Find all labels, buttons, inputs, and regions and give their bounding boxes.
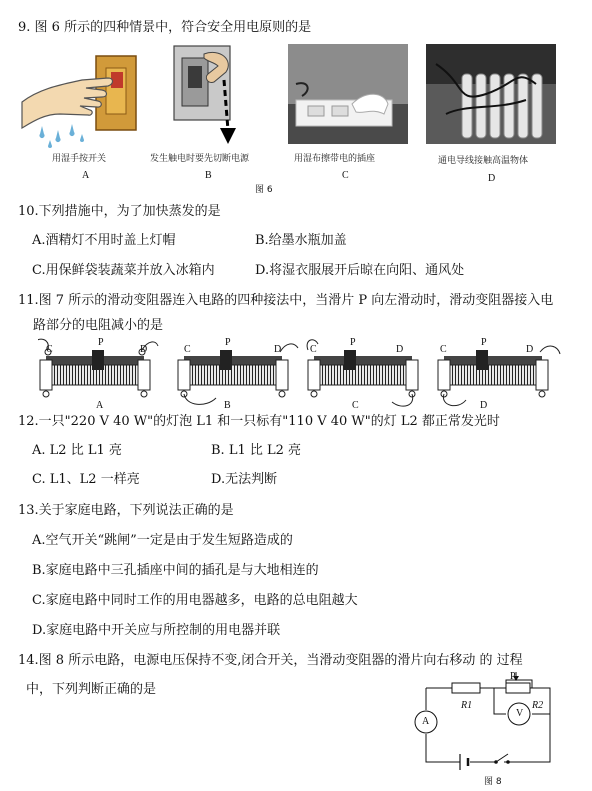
figure-7-rheostats <box>38 336 568 416</box>
q12-stem: 12.一只"220 V 40 W"的灯泡 L1 和一只标有"110 V 40 W"的灯 L2 都正常发光时 <box>18 414 500 429</box>
rheostat-b-terminal-d: D <box>274 344 282 355</box>
rheostat-d-terminal-d: D <box>526 344 534 355</box>
q14-stem-line2: 中，下列判断正确的是 <box>26 682 157 697</box>
q11-stem-line2: 路部分的电阻减小的是 <box>33 318 164 333</box>
figure-6-label: 图 6 <box>255 185 273 195</box>
rheostat-d-slider-label: P <box>481 337 487 348</box>
rheostat-d-letter: D <box>480 400 488 411</box>
q10-option-a: A.酒精灯不用时盖上灯帽 <box>32 233 176 248</box>
q14-stem-line1: 14.图 8 所示电路，电源电压保持不变,闭合开关，当滑动变阻器的滑片向右移动 的 过程 <box>18 653 523 668</box>
q12-option-c: C. L1、L2 一样亮 <box>32 472 140 487</box>
ammeter-label: A <box>422 716 430 727</box>
q12-option-b: B. L1 比 L2 亮 <box>211 443 302 458</box>
q10-stem: 10.下列措施中，为了加快蒸发的是 <box>18 204 221 219</box>
slider-p-label: P <box>510 671 516 682</box>
rheostat-a-terminal-c: C <box>46 344 53 355</box>
rheostat-a-letter: A <box>96 400 104 411</box>
q13-option-b: B.家庭电路中三孔插座中间的插孔是与大地相连的 <box>32 563 319 578</box>
rheostat-c-terminal-d: D <box>396 344 404 355</box>
q9-caption-b: 发生触电时要先切断电源 <box>150 154 250 164</box>
rheostat-d-terminal-c: C <box>440 344 447 355</box>
q9-caption-d: 通电导线接触高温物体 <box>438 156 529 166</box>
q13-option-d: D.家庭电路中开关应与所控制的用电器并联 <box>32 623 281 638</box>
q12-option-d: D.无法判断 <box>211 472 278 487</box>
q9-image-d <box>426 44 556 144</box>
r1-label: R1 <box>461 700 473 711</box>
rheostat-d <box>438 346 560 406</box>
q11-stem-line1: 11.图 7 所示的滑动变阻器连入电路的四种接法中，当滑片 P 向左滑动时，滑动变阻器接入电 <box>18 293 554 308</box>
q9-caption-c: 用湿布擦带电的插座 <box>294 154 376 164</box>
q12-option-a: A. L2 比 L1 亮 <box>32 443 122 458</box>
q10-option-c: C.用保鲜袋装蔬菜并放入冰箱内 <box>32 263 215 278</box>
figure-8-circuit <box>408 670 558 780</box>
rheostat-c-terminal-c: C <box>310 344 317 355</box>
rheostat-b-slider-label: P <box>225 337 231 348</box>
r2-label: R2 <box>532 700 544 711</box>
q9-letter-b: B <box>205 170 212 181</box>
q13-option-c: C.家庭电路中同时工作的用电器越多，电路的总电阻越大 <box>32 593 358 608</box>
rheostat-a-terminal-d: D <box>140 344 148 355</box>
q9-stem: 9. 图 6 所示的四种情景中，符合安全用电原则的是 <box>18 20 312 35</box>
q9-letter-c: C <box>342 170 349 181</box>
q13-option-a: A.空气开关“跳闸”一定是由于发生短路造成的 <box>32 533 293 548</box>
q9-image-c <box>288 44 408 144</box>
rheostat-c-slider-label: P <box>350 337 356 348</box>
q9-image-b <box>168 44 258 148</box>
q9-image-a <box>20 44 140 148</box>
rheostat-a-slider-label: P <box>98 337 104 348</box>
q10-option-d: D.将湿衣服展开后晾在向阳、通风处 <box>255 263 465 278</box>
rheostat-b-terminal-c: C <box>184 344 191 355</box>
q9-letter-a: A <box>82 170 90 181</box>
voltmeter-label: V <box>516 708 524 719</box>
rheostat-b-letter: B <box>224 400 231 411</box>
rheostat-c-letter: C <box>352 400 359 411</box>
q10-option-b: B.给墨水瓶加盖 <box>255 233 347 248</box>
q9-caption-a: 用湿手按开关 <box>52 154 107 164</box>
q9-letter-d: D <box>488 173 496 184</box>
figure-8-label: 图 8 <box>484 777 502 787</box>
q13-stem: 13.关于家庭电路，下列说法正确的是 <box>18 503 234 518</box>
